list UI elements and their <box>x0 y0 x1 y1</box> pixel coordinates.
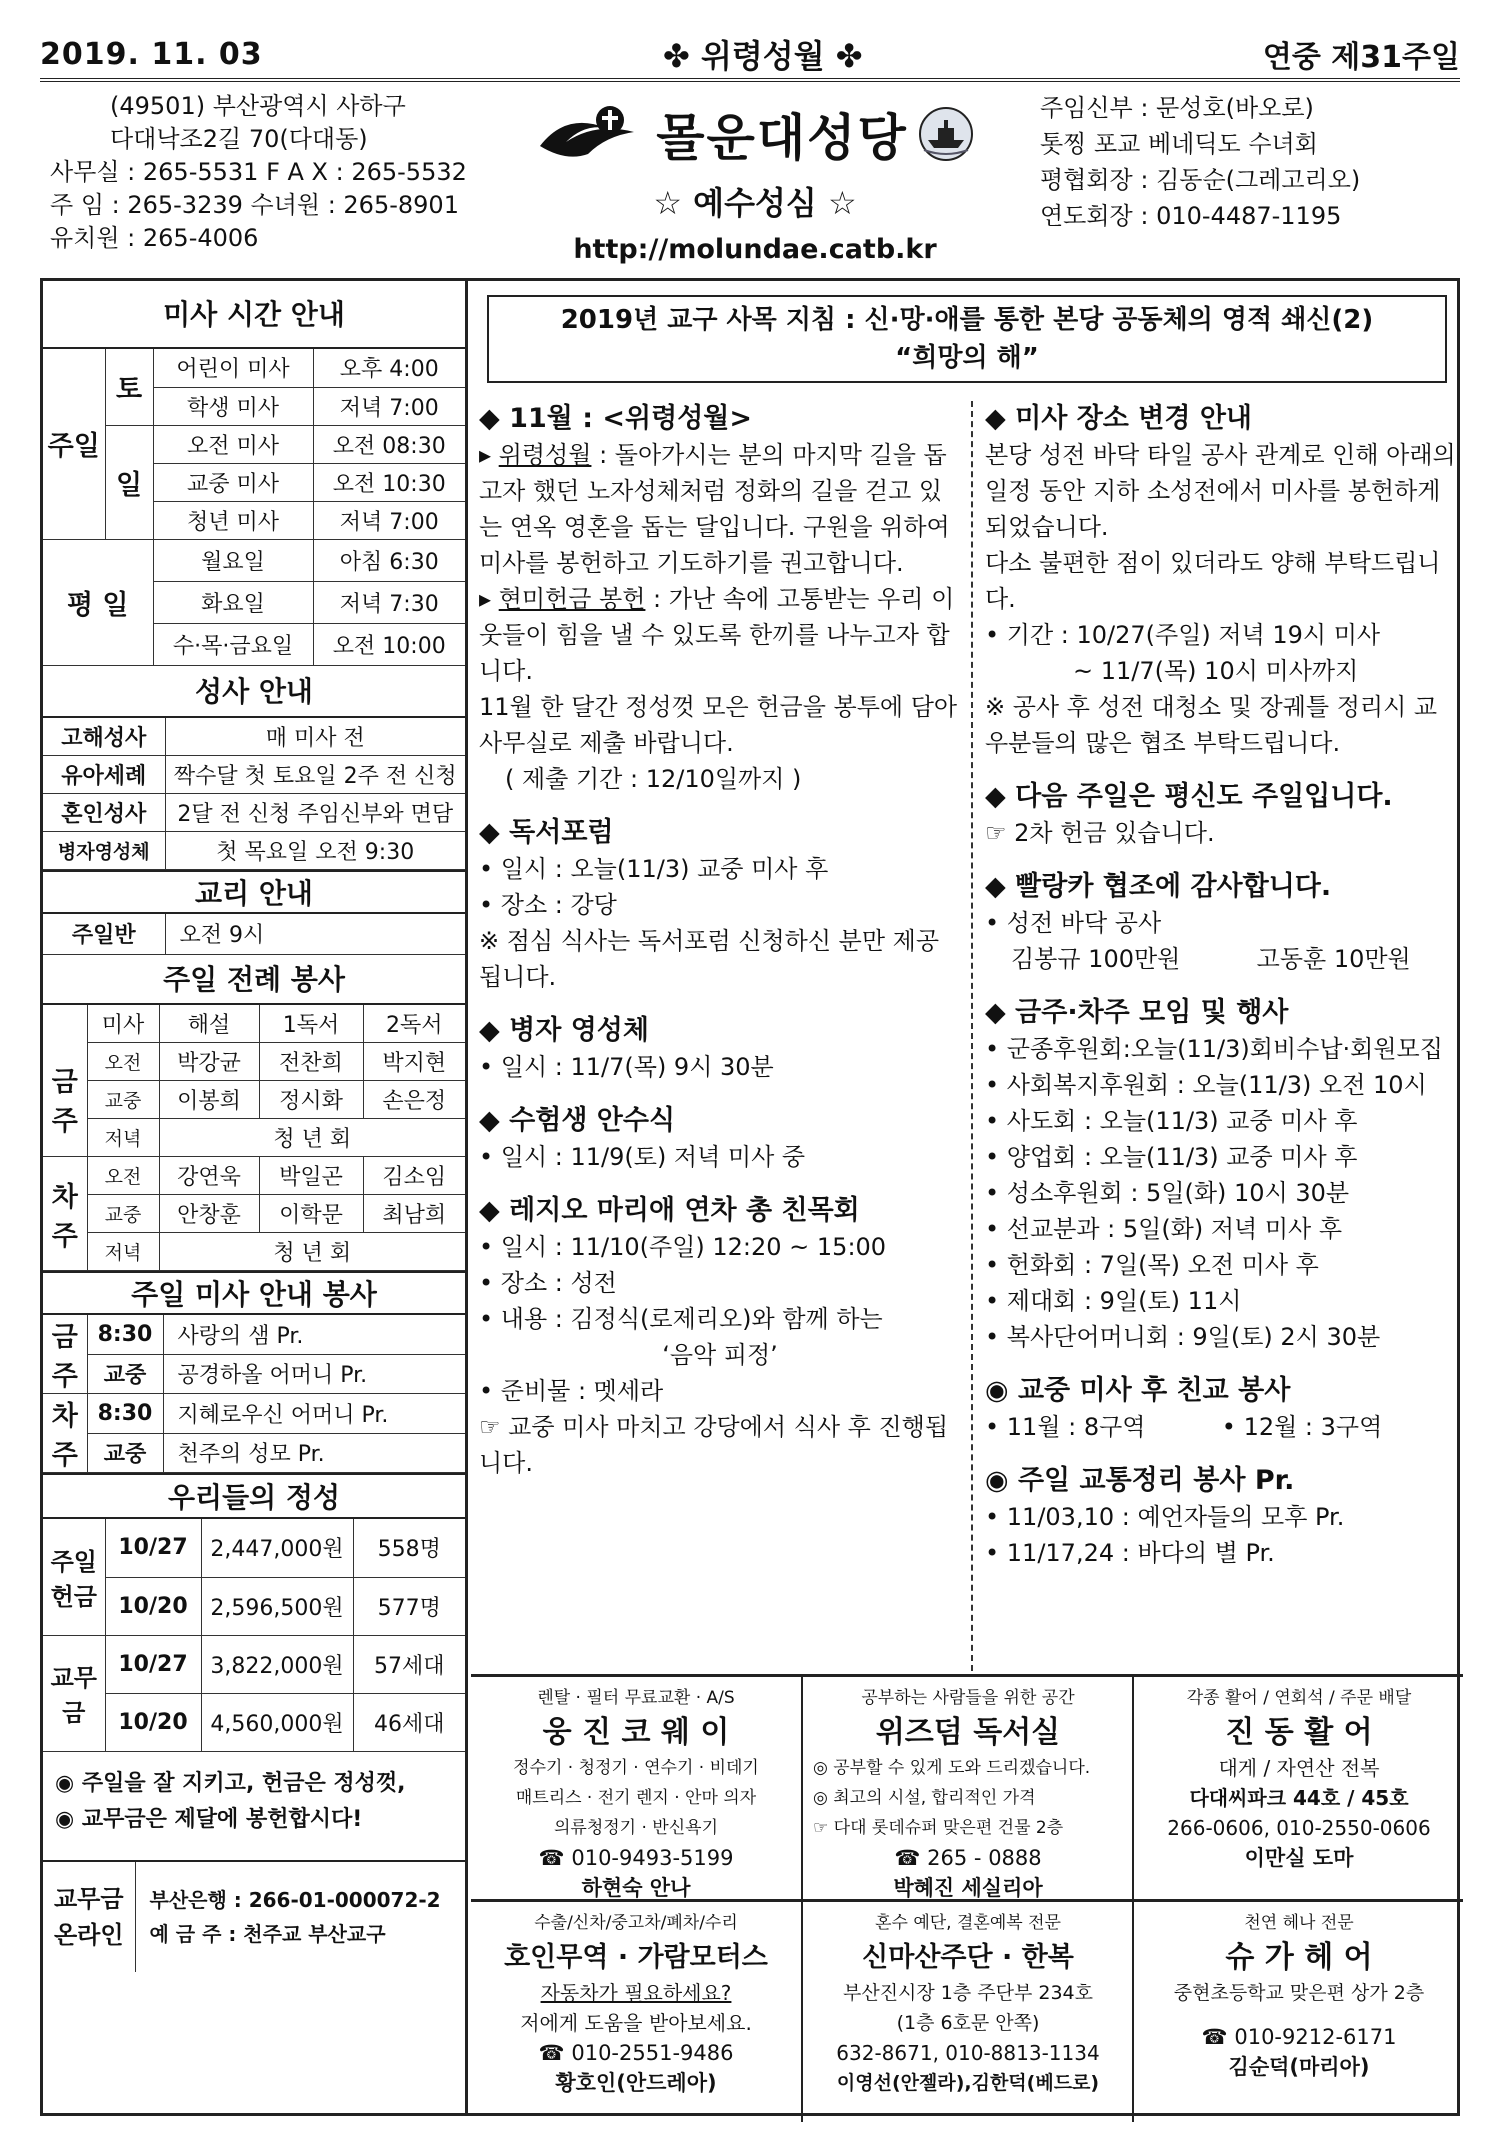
ad-line: 의류청정기 · 반신욕기 <box>553 1818 718 1838</box>
this-week-label: 금주 <box>43 1043 87 1157</box>
due-date: 10/20 <box>105 1693 201 1751</box>
ad-line: ◎ 공부할 수 있게 도와 드리겠습니다. <box>813 1758 1091 1778</box>
exam-blessing-heading: ◆ 수험생 안수식 <box>479 1105 676 1136</box>
contact-block <box>50 90 467 255</box>
ad-name: 웅 진 코 웨 이 <box>542 1715 730 1750</box>
weekday-name: 화요일 <box>153 581 313 623</box>
liturgy-name: 손은정 <box>363 1081 465 1119</box>
sacrament-info: 2달 전 신청 주임신부와 면담 <box>165 794 465 832</box>
ad-tagline: 천연 헤나 전문 <box>1244 1913 1354 1933</box>
staff-line: 주임신부 : 문성호(바오로) <box>1040 94 1314 122</box>
doctrine-title: 교리 안내 <box>43 870 465 914</box>
theme-line: 2019년 교구 사목 지침 : 신·망·애를 통한 본당 공동체의 영적 쇄신(2) <box>560 305 1374 335</box>
website-link[interactable]: http://molundae.catb.kr <box>573 234 937 265</box>
this-week-label: 금주 <box>43 1315 87 1394</box>
ad-phone: ☎ 010-2551-9486 <box>538 2041 734 2065</box>
liturgy-name: 최남희 <box>363 1195 465 1233</box>
guide-table <box>43 1315 465 1473</box>
liturgy-name: 안창훈 <box>159 1195 259 1233</box>
sacrament-name: 병자영성체 <box>43 832 165 870</box>
weekday-time: 아침 6:30 <box>313 539 465 581</box>
legio-note: ☞ 교중 미사 마치고 강당에서 식사 후 진행됩니다. <box>479 1413 949 1477</box>
meeting-item: • 헌화회 : 7일(목) 오전 미사 후 <box>985 1251 1319 1279</box>
ad-line: (1층 6호문 안쪽) <box>896 2012 1040 2034</box>
sunday-day-label: 일 <box>105 425 153 539</box>
weekday-name: 수·목·금요일 <box>153 623 313 665</box>
guide-mass: 교중 <box>87 1354 163 1393</box>
traffic-schedule: • 11/17,24 : 바다의 별 Pr. <box>985 1539 1275 1567</box>
next-week-label: 차주 <box>43 1394 87 1473</box>
book-forum-note: ※ 점심 식사는 독서포럼 신청하신 분만 제공됩니다. <box>479 927 940 991</box>
ad-tagline: 수출/신차/중고차/폐차/수리 <box>534 1913 738 1933</box>
november-body: : 돌아가시는 분의 마지막 길을 돕고자 했던 노자성체처럼 정화의 길을 걷고 있는 연옥 영혼을 돕는 달입니다. 구원을 위하여 미사를 봉헌하고 기도하기를 권고합니다. <box>479 441 950 577</box>
sunday-label: 주일 <box>43 349 105 539</box>
sunday-offering-label: 주일헌금 <box>43 1519 105 1635</box>
legio-place: • 장소 : 성전 <box>479 1269 617 1297</box>
ad-hoin <box>471 1902 801 2124</box>
liturgy-table <box>43 1005 465 1272</box>
liturgical-month: ✤ 위령성월 ✤ <box>663 37 863 75</box>
liturgy-name: 이학문 <box>259 1195 363 1233</box>
liturgy-head: 1독서 <box>259 1005 363 1043</box>
november-text: ▸ 위령성월 : 돌아가시는 분의 마지막 길을 돕고자 했던 노자성체처럼 정화의 길을 걷고 있는 연옥 영혼을 돕는 달입니다. 구원을 위하여 미사를 봉헌하고 기도하기를 권고합니다. <box>479 441 950 577</box>
ad-phone: 632-8671, 010-8813-1134 <box>836 2041 1100 2065</box>
ad-line: 중현초등학교 맞은편 상가 2층 <box>1173 1982 1425 2004</box>
doctrine-table <box>43 914 465 955</box>
liturgy-head: 미사 <box>87 1005 159 1043</box>
liturgy-youth: 청 년 회 <box>159 1233 465 1271</box>
weekday-label: 평 일 <box>43 539 153 665</box>
ad-tagline: 혼수 예단, 결혼예복 전문 <box>875 1913 1061 1933</box>
liturgy-name: 강연욱 <box>159 1157 259 1195</box>
sick-communion-heading: ◆ 병자 영성체 <box>479 1015 649 1046</box>
offering-amount: 2,447,000원 <box>201 1519 353 1577</box>
liturgy-name: 전찬희 <box>259 1043 363 1081</box>
guide-group: 공경하올 어머니 Pr. <box>163 1354 465 1393</box>
left-column <box>43 281 468 2113</box>
meeting-item: • 성소후원회 : 5일(화) 10시 30분 <box>985 1179 1350 1207</box>
mass-name: 청년 미사 <box>153 501 313 539</box>
book-forum-heading: ◆ 독서포럼 <box>479 817 614 848</box>
pastoral-theme-box <box>487 295 1447 383</box>
church-name: 몰운대성당 <box>656 109 908 167</box>
next-week-label: 차주 <box>43 1157 87 1271</box>
venue-change-note: ※ 공사 후 성전 대청소 및 장궤틀 정리시 교우분들의 많은 협조 부탁드립니다. <box>985 693 1438 757</box>
ad-line: 정수기 · 청정기 · 연수기 · 비데기 <box>513 1758 759 1778</box>
sacrament-title: 성사 안내 <box>43 666 465 718</box>
liturgy-title: 주일 전례 봉사 <box>43 955 465 1005</box>
ads-area <box>471 1674 1463 2119</box>
offering-date: 10/27 <box>105 1519 201 1577</box>
guide-mass: 8:30 <box>87 1315 163 1354</box>
fellowship-heading: ◉ 교중 미사 후 친교 봉사 <box>985 1375 1291 1406</box>
ad-sugar-hair <box>1134 1902 1464 2124</box>
ad-coway <box>471 1677 801 1899</box>
liturgy-name: 김소임 <box>363 1157 465 1195</box>
donation-purpose: • 성전 바닥 공사 <box>985 909 1162 937</box>
offering-note: ◉ 주일을 잘 지키고, 헌금은 정성껏, <box>55 1770 406 1796</box>
mass-time: 오후 4:00 <box>313 349 465 387</box>
venue-change-period: • 기간 : 10/27(주일) 저녁 19시 미사 <box>985 621 1381 649</box>
ad-line: 저에게 도움을 받아보세요. <box>520 2011 752 2035</box>
address-line-2: 다대낙조2길 70(다대동) <box>110 125 368 153</box>
saturday-label: 토 <box>105 349 153 425</box>
legio-supplies: • 준비물 : 멧세라 <box>479 1377 664 1405</box>
staff-block <box>1040 90 1360 234</box>
november-keyword: 위령성월 <box>498 441 592 469</box>
traffic-heading: ◉ 주일 교통정리 봉사 Pr. <box>985 1465 1295 1496</box>
ad-contact: 황호인(안드레아) <box>555 2071 717 2095</box>
staff-line: 연도회장 : 010-4487-1195 <box>1040 202 1342 230</box>
meeting-item: • 복사단어머니회 : 9일(토) 2시 30분 <box>985 1323 1381 1351</box>
ad-name: 위즈덤 독서실 <box>875 1715 1061 1750</box>
mass-time: 오전 10:30 <box>313 463 465 501</box>
mass-time: 저녁 7:00 <box>313 501 465 539</box>
wave-cross-logo-icon <box>536 102 646 166</box>
mass-name: 어린이 미사 <box>153 349 313 387</box>
liturgical-week: 연중 제31주일 <box>1262 40 1460 75</box>
rice-offering-keyword: 현미헌금 봉헌 <box>498 585 646 613</box>
staff-line: 톳찡 포교 베네딕도 수녀회 <box>1040 130 1318 158</box>
sacrament-table <box>43 718 465 871</box>
news-column-1 <box>479 401 967 1671</box>
guide-mass: 교중 <box>87 1433 163 1473</box>
meeting-item: • 선교분과 : 5일(화) 저녁 미사 후 <box>985 1215 1343 1243</box>
offering-note: ◉ 교무금은 제달에 봉헌합시다! <box>55 1806 363 1832</box>
news-area <box>471 281 1463 1674</box>
church-ship-emblem-icon <box>918 106 974 162</box>
ad-line: 매트리스 · 전기 렌지 · 안마 의자 <box>515 1788 757 1808</box>
liturgy-name: 박강균 <box>159 1043 259 1081</box>
ad-tagline: 공부하는 사람들을 위한 공간 <box>861 1688 1075 1708</box>
legio-heading: ◆ 레지오 마리애 연차 총 친목회 <box>479 1195 860 1226</box>
offering-count: 558명 <box>353 1519 465 1577</box>
ad-line: ☞ 다대 롯데슈퍼 맞은편 건물 2층 <box>813 1818 1064 1838</box>
liturgy-mass: 오전 <box>87 1157 159 1195</box>
legio-date: • 일시 : 11/10(주일) 12:20 ~ 15:00 <box>479 1233 887 1261</box>
liturgy-mass: 교중 <box>87 1081 159 1119</box>
rice-offering-note: 11월 한 달간 정성껏 모은 헌금을 봉투에 담아 사무실로 제출 바랍니다. <box>479 693 958 757</box>
due-amount: 3,822,000원 <box>201 1635 353 1693</box>
weekday-name: 월요일 <box>153 539 313 581</box>
liturgy-mass: 저녁 <box>87 1119 159 1157</box>
ad-contact: 박혜진 세실리아 <box>893 1876 1043 1900</box>
liturgy-name: 정시화 <box>259 1081 363 1119</box>
online-due-table <box>43 1862 465 1972</box>
mass-name: 교중 미사 <box>153 463 313 501</box>
meeting-item: • 사도회 : 오늘(11/3) 교중 미사 후 <box>985 1107 1358 1135</box>
liturgy-youth: 청 년 회 <box>159 1119 465 1157</box>
mass-name: 오전 미사 <box>153 425 313 463</box>
fellowship-schedule: • 11월 : 8구역 • 12월 : 3구역 <box>985 1413 1383 1441</box>
offering-amount: 2,596,500원 <box>201 1577 353 1635</box>
offering-title: 우리들의 정성 <box>43 1473 465 1519</box>
sacrament-name: 혼인성사 <box>43 794 165 832</box>
sacrament-info: 매 미사 전 <box>165 718 465 756</box>
ad-name: 슈 가 헤 어 <box>1225 1940 1373 1975</box>
ad-line: 자동차가 필요하세요? <box>540 1981 732 2005</box>
guide-group: 지혜로우신 어머니 Pr. <box>163 1394 465 1434</box>
ad-name: 진 동 활 어 <box>1225 1715 1373 1750</box>
parish-motto: ☆ 예수성심 ☆ <box>653 184 857 222</box>
liturgy-head: 해설 <box>159 1005 259 1043</box>
account-holder: 예 금 주 : 천주교 부산교구 <box>149 1921 386 1946</box>
bank-account: 부산은행 : 266-01-000072-2 <box>149 1887 441 1912</box>
online-due-label: 교무금 온라인 <box>43 1862 135 1972</box>
sick-communion-date: • 일시 : 11/7(목) 9시 30분 <box>479 1053 774 1081</box>
church-title-block <box>520 98 990 265</box>
mass-time: 저녁 7:00 <box>313 387 465 425</box>
top-bar <box>40 30 1460 82</box>
november-heading: ◆ 11월 : <위령성월> <box>479 403 752 434</box>
second-collection-note: ☞ 2차 헌금 있습니다. <box>985 819 1215 847</box>
mass-times-title: 미사 시간 안내 <box>43 281 465 349</box>
ad-contact: 이영선(안젤라),김한덕(베드로) <box>836 2072 1100 2094</box>
venue-change-heading: ◆ 미사 장소 변경 안내 <box>985 403 1253 434</box>
meeting-item: • 제대회 : 9일(토) 11시 <box>985 1287 1242 1315</box>
exam-blessing-date: • 일시 : 11/9(토) 저녁 미사 중 <box>479 1143 806 1171</box>
meeting-item: • 사회복지후원회 : 오늘(11/3) 오전 10시 <box>985 1071 1427 1099</box>
rice-offering-body: : 가난 속에 고통받는 우리 이웃들이 힘을 낼 수 있도록 한끼를 나누고자 합니다. <box>479 585 955 685</box>
ad-name: 호인무역 · 가람모터스 <box>504 1942 768 1973</box>
liturgy-head: 2독서 <box>363 1005 465 1043</box>
mass-time: 오전 08:30 <box>313 425 465 463</box>
liturgy-name: 박지현 <box>363 1043 465 1081</box>
ad-wisdom <box>803 1677 1133 1899</box>
rice-offering-deadline: ( 제출 기간 : 12/10일까지 ) <box>505 765 802 793</box>
sacrament-info: 첫 목요일 오전 9:30 <box>165 832 465 870</box>
weekday-time: 오전 10:00 <box>313 623 465 665</box>
weekday-time: 저녁 7:30 <box>313 581 465 623</box>
book-forum-date: • 일시 : 오늘(11/3) 교중 미사 후 <box>479 855 829 883</box>
liturgy-name: 이봉희 <box>159 1081 259 1119</box>
masthead <box>40 90 1460 270</box>
traffic-schedule: • 11/03,10 : 예언자들의 모후 Pr. <box>985 1503 1345 1531</box>
issue-date: 2019. 11. 03 <box>40 36 263 72</box>
sacrament-info: 짝수달 첫 토요일 2주 전 신청 <box>165 756 465 794</box>
legio-content: • 내용 : 김정식(로제리오)와 함께 하는 <box>479 1305 883 1333</box>
office-phone: 사무실 : 265-5531 F A X : 265-5532 <box>50 158 467 186</box>
ad-name: 신마산주단 · 한복 <box>862 1942 1074 1973</box>
ad-phone: ☎ 265 - 0888 <box>894 1846 1042 1870</box>
due-households: 57세대 <box>353 1635 465 1693</box>
ad-phone: 266-0606, 010-2550-0606 <box>1167 1816 1431 1840</box>
guide-title: 주일 미사 안내 봉사 <box>43 1271 465 1315</box>
due-households: 46세대 <box>353 1693 465 1751</box>
offering-notes <box>43 1752 465 1862</box>
ad-sinmasan <box>803 1902 1133 2124</box>
guide-mass: 8:30 <box>87 1394 163 1434</box>
doctrine-class: 주일반 <box>43 914 165 954</box>
bank-info <box>135 1862 465 1972</box>
ad-line: 대게 / 자연산 전복 <box>1218 1756 1380 1780</box>
donation-donors: 김봉규 100만원 고동훈 10만원 <box>1011 945 1411 973</box>
venue-change-text: 본당 성전 바닥 타일 공사 관계로 인해 아래의 일정 동안 지하 소성전에서 미사를 봉헌하게 되었습니다. <box>985 441 1456 541</box>
liturgy-name: 박일곤 <box>259 1157 363 1195</box>
due-date: 10/27 <box>105 1635 201 1693</box>
doctrine-time: 오전 9시 <box>165 914 465 954</box>
liturgy-mass: 교중 <box>87 1195 159 1233</box>
theme-subtitle: “희망의 해” <box>895 343 1039 373</box>
due-amount: 4,560,000원 <box>201 1693 353 1751</box>
ad-contact: 이만실 도마 <box>1244 1846 1354 1870</box>
sacrament-name: 유아세례 <box>43 756 165 794</box>
offering-table <box>43 1519 465 1752</box>
guide-group: 사랑의 샘 Pr. <box>163 1315 465 1354</box>
ad-jindong <box>1134 1677 1464 1899</box>
due-label: 교무금 <box>43 1635 105 1751</box>
pastor-phone: 주 임 : 265-3239 수녀원 : 265-8901 <box>50 191 459 219</box>
mass-times-table <box>43 349 465 666</box>
meeting-item: • 군종후원회:오늘(11/3)회비수납·회원모집 <box>985 1035 1443 1063</box>
ad-contact: 하현숙 안나 <box>581 1876 691 1900</box>
ad-line: 다대씨파크 44호 / 45호 <box>1189 1786 1409 1810</box>
rice-offering-text: ▸ 현미헌금 봉헌 : 가난 속에 고통받는 우리 이웃들이 힘을 낼 수 있도록 한끼를 나누고자 합니다. <box>479 585 955 685</box>
address-line-1: (49501) 부산광역시 사하구 <box>110 92 406 120</box>
laity-sunday-heading: ◆ 다음 주일은 평신도 주일입니다. <box>985 781 1393 812</box>
liturgy-mass: 오전 <box>87 1043 159 1081</box>
liturgy-mass: 저녁 <box>87 1233 159 1271</box>
ad-phone: ☎ 010-9212-6171 <box>1201 2025 1397 2049</box>
kindergarten-phone: 유치원 : 265-4006 <box>50 224 259 252</box>
meeting-item: • 양업회 : 오늘(11/3) 교중 미사 후 <box>985 1143 1358 1171</box>
ad-tagline: 렌탈 · 필터 무료교환 · A/S <box>537 1688 735 1708</box>
staff-line: 평협회장 : 김동순(그레고리오) <box>1040 166 1361 194</box>
ad-tagline: 각종 활어 / 연회석 / 주문 배달 <box>1186 1688 1412 1708</box>
donation-thanks-heading: ◆ 빨랑카 협조에 감사합니다. <box>985 871 1332 902</box>
offering-date: 10/20 <box>105 1577 201 1635</box>
venue-change-apology: 다소 불편한 점이 있더라도 양해 부탁드립니다. <box>985 549 1441 613</box>
book-forum-place: • 장소 : 강당 <box>479 891 617 919</box>
bulletin-frame <box>40 278 1460 2116</box>
offering-count: 577명 <box>353 1577 465 1635</box>
ad-line: 부산진시장 1층 주단부 234호 <box>842 1982 1093 2004</box>
meetings-heading: ◆ 금주·차주 모임 및 행사 <box>985 997 1289 1028</box>
legio-content-title: ‘음악 피정’ <box>662 1341 778 1369</box>
ad-phone: ☎ 010-9493-5199 <box>538 1846 734 1870</box>
venue-change-period-end: ~ 11/7(목) 10시 미사까지 <box>1073 657 1359 685</box>
news-column-2 <box>971 401 1459 1671</box>
guide-group: 천주의 성모 Pr. <box>163 1433 465 1473</box>
ad-contact: 김순덕(마리아) <box>1228 2055 1370 2079</box>
mass-name: 학생 미사 <box>153 387 313 425</box>
sacrament-name: 고해성사 <box>43 718 165 756</box>
ad-line: ◎ 최고의 시설, 합리적인 가격 <box>813 1788 1036 1808</box>
